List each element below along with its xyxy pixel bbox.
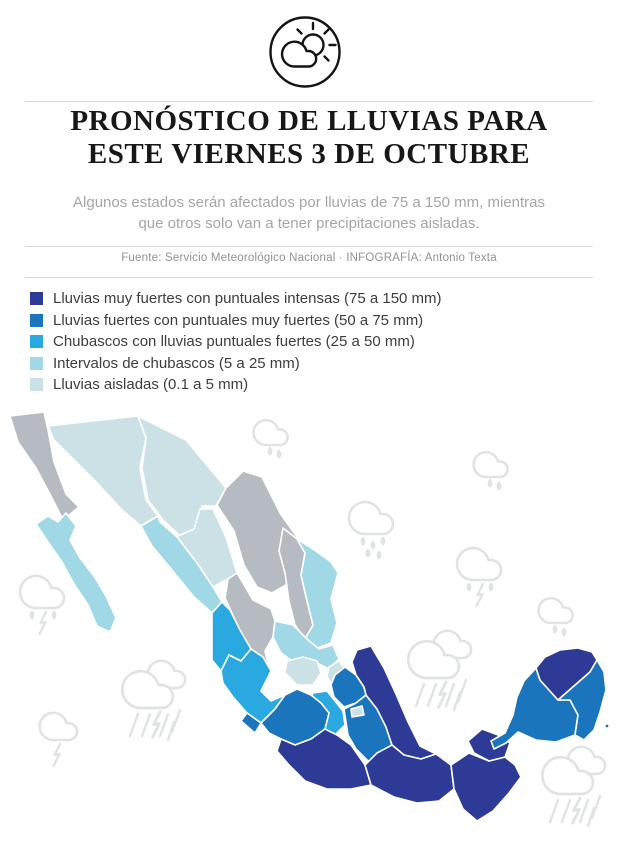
storm-cloud-lightning-icon	[122, 661, 185, 740]
storm-cloud-lightning-icon	[542, 747, 605, 826]
title-line-2: ESTE VIERNES 3 DE OCTUBRE	[87, 138, 531, 170]
rain-intensity-legend	[30, 288, 442, 396]
divider-top	[25, 101, 593, 102]
legend-label: Chubascos con lluvias puntuales fuertes (25 a 50 mm)	[53, 333, 415, 351]
page-title	[0, 105, 618, 171]
legend-swatch	[30, 314, 43, 327]
legend-swatch	[30, 292, 43, 305]
state-baja-california-sur	[36, 513, 116, 632]
storm-cloud-lightning-icon	[20, 576, 64, 634]
storm-cloud-lightning-icon	[457, 548, 501, 606]
title-line-1: PRONÓSTICO DE LLUVIAS PARA	[70, 105, 548, 137]
legend-swatch	[30, 335, 43, 348]
sun-behind-cloud-icon	[267, 14, 343, 90]
source-credit: Fuente: Servicio Meteorológico Nacional · INFOGRAFÍA: Antonio Texta	[121, 252, 497, 264]
state-tlaxcala	[351, 706, 364, 717]
rain-cloud-icon	[349, 502, 393, 558]
legend-swatch	[30, 357, 43, 370]
divider-source-bottom	[25, 277, 593, 278]
legend-item	[30, 310, 442, 332]
storm-cloud-lightning-icon	[408, 631, 471, 710]
divider-source-top	[25, 246, 593, 247]
legend-item	[30, 353, 442, 375]
state-chiapas	[451, 753, 521, 821]
subtitle: Algunos estados serán afectados por lluvias de 75 a 150 mm, mientras que otros solo van a tener precipitaciones aisladas.	[73, 194, 545, 232]
legend-item	[30, 331, 442, 353]
state-guanajuato	[285, 657, 321, 685]
island-cozumel	[605, 724, 609, 728]
legend-label: Intervalos de chubascos (5 a 25 mm)	[53, 354, 300, 372]
rain-cloud-icon	[474, 452, 508, 489]
legend-item	[30, 288, 442, 310]
rain-cloud-icon	[539, 598, 573, 635]
legend-item	[30, 374, 442, 396]
legend-label: Lluvias aisladas (0.1 a 5 mm)	[53, 376, 249, 394]
legend-label: Lluvias muy fuertes con puntuales intensas (75 a 150 mm)	[53, 290, 442, 308]
lightning-cloud-icon	[40, 713, 77, 766]
rain-cloud-icon	[254, 420, 288, 457]
legend-swatch	[30, 378, 43, 391]
legend-label: Lluvias fuertes con puntuales muy fuertes (50 a 75 mm)	[53, 311, 424, 329]
mexico-choropleth-map	[0, 410, 618, 850]
